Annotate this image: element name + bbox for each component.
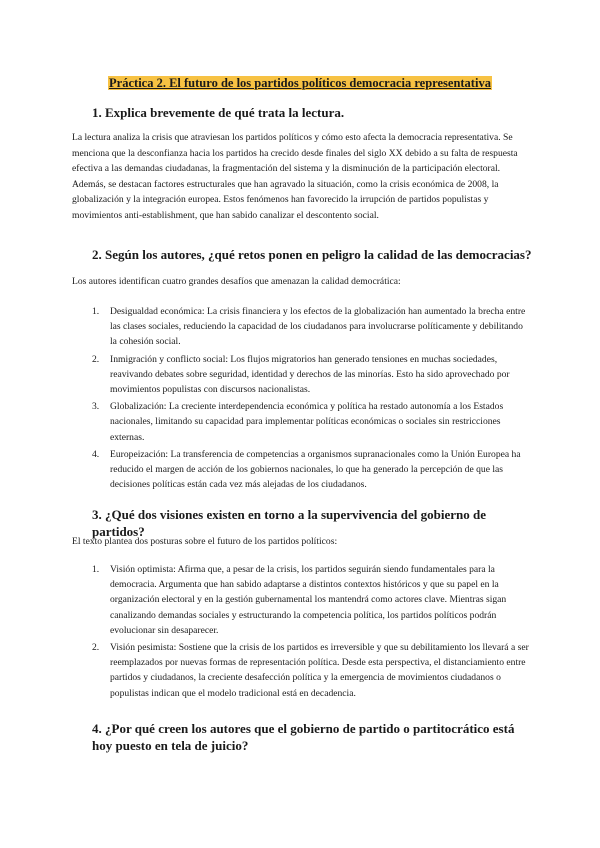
list-item: [92, 304, 532, 350]
list-item: [92, 640, 532, 701]
document-title-text: Práctica 2. El futuro de los partidos políticos democracia representativa: [109, 76, 491, 90]
list-item-text: Inmigración y conflicto social: Los flujos migratorios han generado tensiones en muchas sociedades, reavivando debates sobre seguridad, identidad y derechos de las minorías. Esto ha sido aprovechado por movimientos populistas con discursos nacionalistas.: [110, 353, 510, 396]
list-item-number: 2.: [92, 642, 100, 654]
section-3-intro: El texto plantea dos posturas sobre el futuro de los partidos políticos:: [72, 536, 338, 547]
list-item-number: 3.: [92, 401, 100, 413]
section-2-intro: Los autores identifican cuatro grandes desafíos que amenazan la calidad democrática:: [72, 276, 401, 287]
list-item-text: Desigualdad económica: La crisis financiera y los efectos de la globalización han aumentado la brecha entre las clases sociales, reduciendo la capacidad de los ciudadanos para involucrarse políticamente y debilitando la cohesión social.: [110, 306, 526, 348]
section-4-heading: 4. ¿Por qué creen los autores que el gobierno de partido o partitocrático está hoy puesto en tela de juicio?: [92, 721, 515, 753]
list-item: [92, 447, 532, 493]
list-item-number: 2.: [92, 353, 100, 365]
section-2-list: [92, 304, 532, 494]
list-item-text: Europeización: La transferencia de competencias a organismos supranacionales como la Unión Europea ha reducido el margen de acción de los gobiernos nacionales, lo que ha generado la percepción de que las decisiones políticas están cada vez más alejadas de los ciudadanos.: [110, 448, 521, 491]
section-1-heading: 1. Explica brevemente de qué trata la lectura.: [92, 105, 345, 120]
list-item-number: 4.: [92, 448, 100, 460]
list-item: [92, 399, 532, 445]
section-1-paragraph: La lectura analiza la crisis que atraviesan los partidos políticos y cómo esto afecta la democracia representativa. Se menciona que la desconfianza hacia los partidos ha crecido desde finales del siglo XX debido a su falta de respuesta efectiva a las demandas ciudadanas, la fragmentación del sistema y la disminución de la participación electoral. Además, se destacan factores estructurales que han agravado la situación, como la crisis económica de 2008, la globalización y la integración europea. Estos fenómenos han favorecido la irrupción de partidos populistas y movimientos anti-establishment, que han sabido canalizar el descontento social.: [72, 132, 518, 221]
section-3-list: [92, 562, 532, 703]
list-item: [92, 352, 532, 398]
section-3-heading: 3. ¿Qué dos visiones existen en torno a la supervivencia del gobierno de partidos?: [92, 507, 486, 539]
list-item-number: 1.: [92, 306, 100, 317]
list-item-text: Visión optimista: Afirma que, a pesar de la crisis, los partidos seguirán siendo fundamentales para la democracia. Argumenta que han sabido adaptarse a distintos contextos históricos y que su papel en la organización electoral y en la gestión gubernamental los mantendrá como actores clave. Mientras sigan canalizando demandas sociales y estructurando la competencia política, los partidos políticos podrán evolucionar sin desaparecer.: [110, 564, 507, 636]
section-2-heading: 2. Según los autores, ¿qué retos ponen en peligro la calidad de las democracias?: [92, 247, 532, 262]
list-item-text: Visión pesimista: Sostiene que la crisis de los partidos es irreversible y que su debilitamiento los llevará a ser reemplazados por nuevas formas de representación política. Desde esta perspectiva, el distanciamiento entre partidos y ciudadanos, la creciente desafección política y la emergencia de movimientos ciudadanos o populistas indican que el modelo tradicional está en decadencia.: [110, 642, 529, 699]
document-title: [0, 76, 600, 91]
list-item-text: Globalización: La creciente interdependencia económica y política ha restado autonomía a los Estados nacionales, limitando su capacidad para implementar políticas económicas o sociales sin restricciones externas.: [110, 401, 504, 443]
list-item-number: 1.: [92, 564, 100, 575]
list-item: [92, 562, 532, 638]
